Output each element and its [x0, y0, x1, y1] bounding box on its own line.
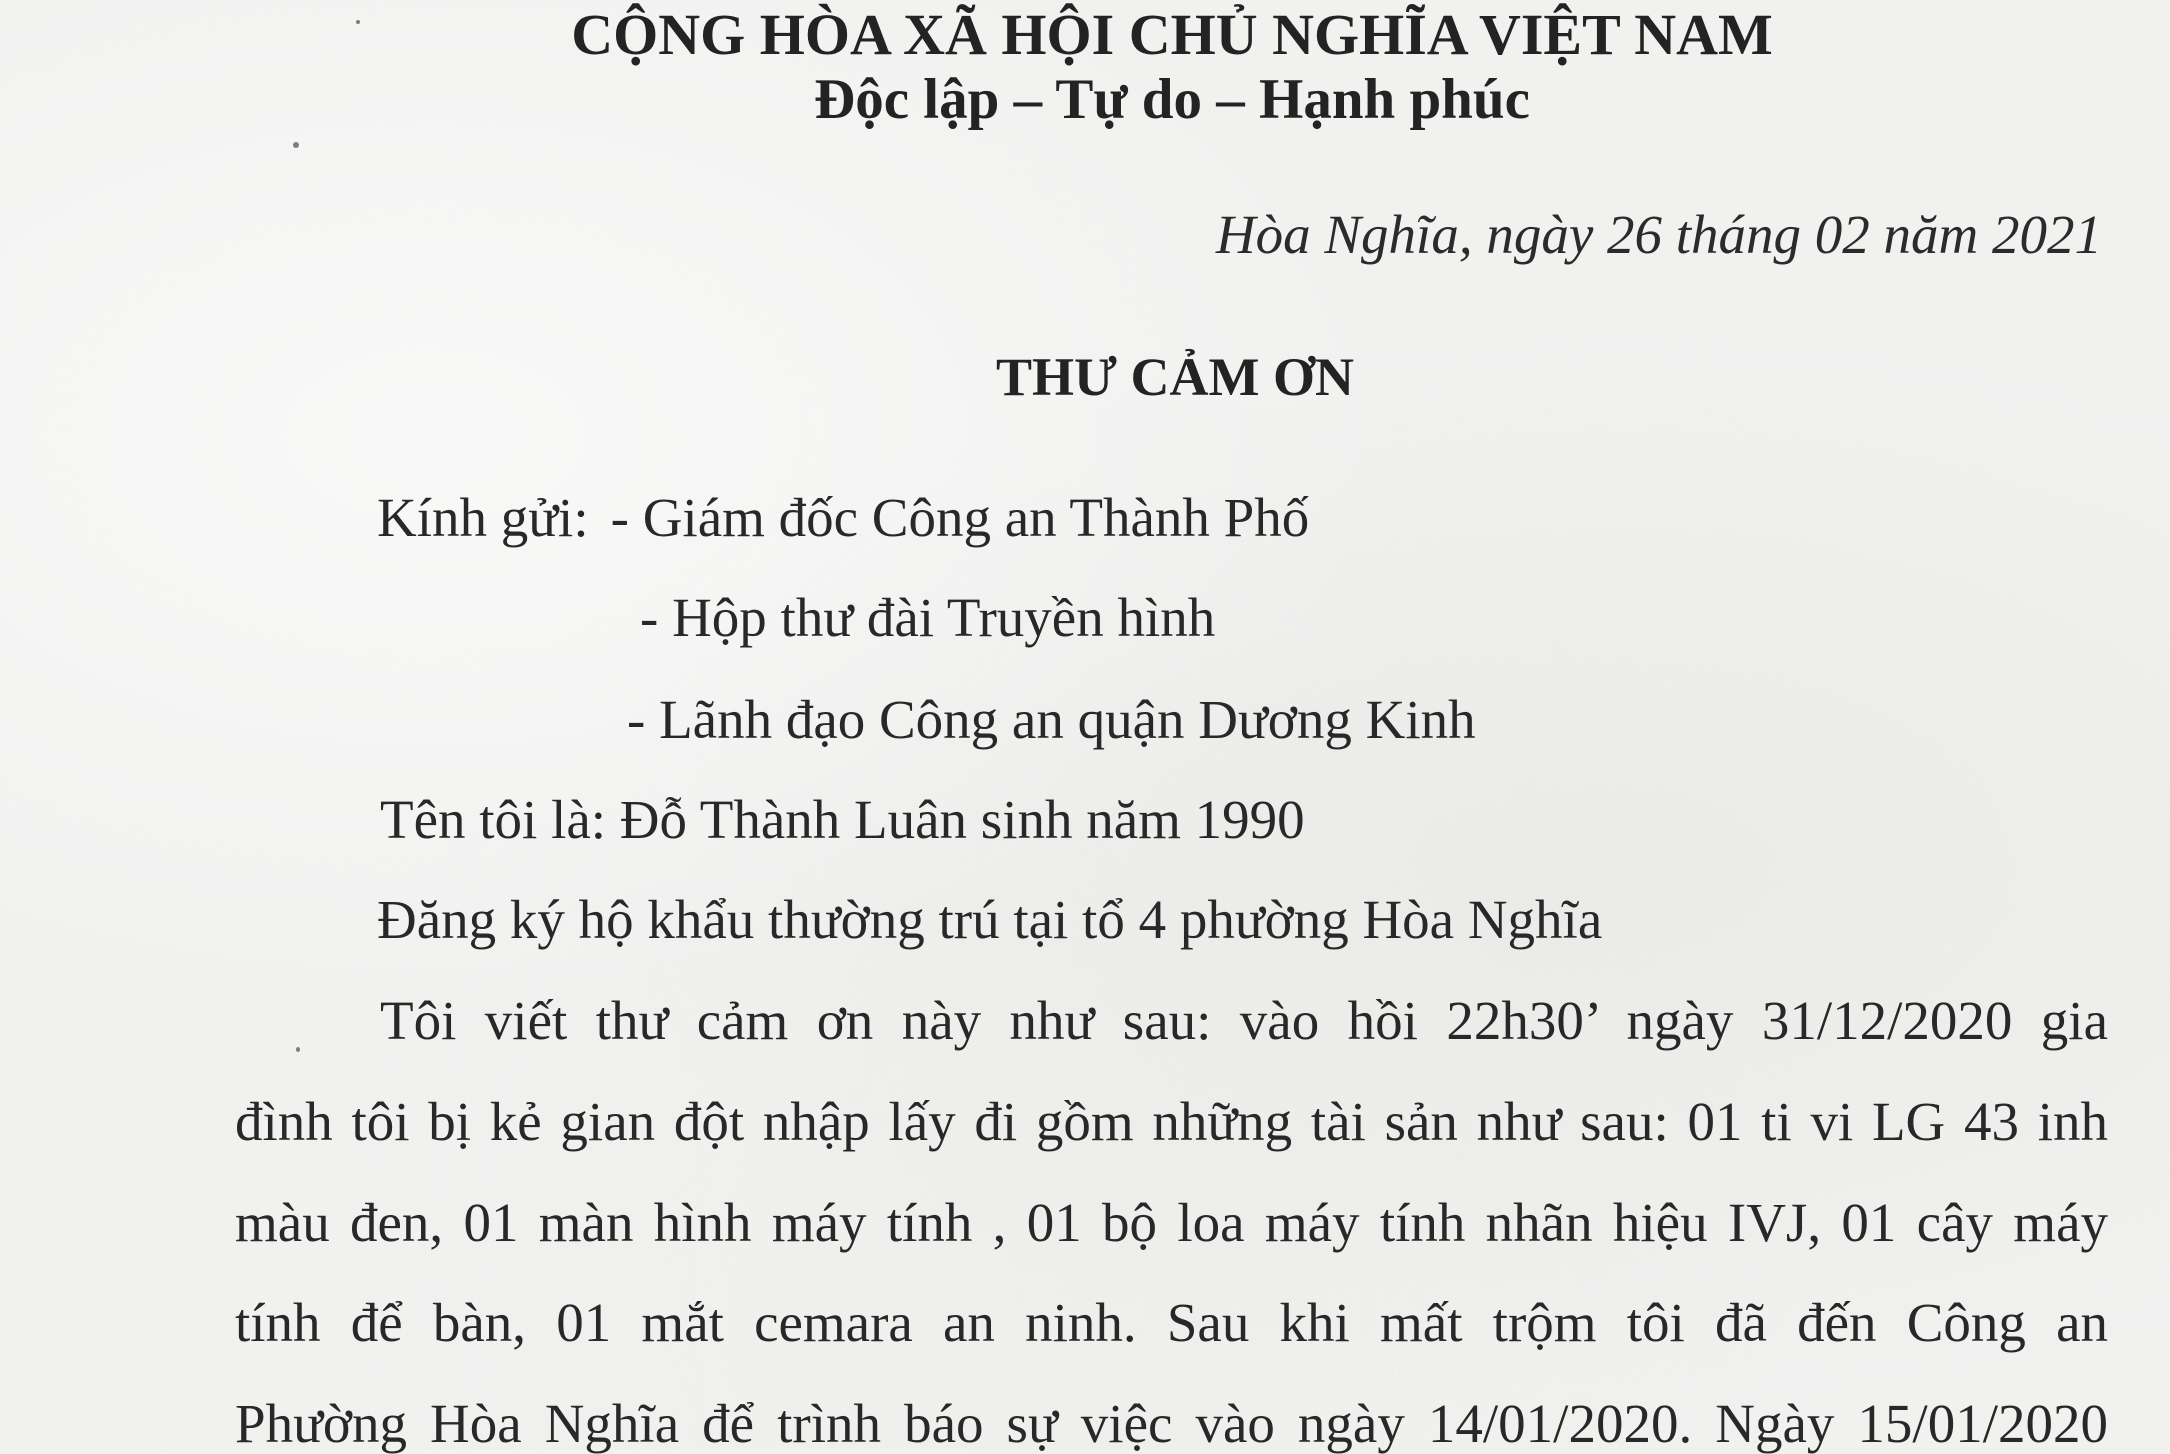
body-paragraph-line: đình tôi bị kẻ gian đột nhập lấy đi gồm những tài sản như sau: 01 ti vi LG 43 inh [235, 1091, 2108, 1152]
scan-speck [296, 1047, 300, 1052]
recipients-label: Kính gửi: [377, 487, 589, 548]
body-paragraph-line: Tôi viết thư cảm ơn này như sau: vào hồi 22h30’ ngày 31/12/2020 gia [380, 990, 2108, 1051]
body-paragraph-line: Phường Hòa Nghĩa để trình báo sự việc vào ngày 14/01/2020. Ngày 15/01/2020 [235, 1393, 2108, 1454]
recipient-item: - Giám đốc Công an Thành Phố [610, 487, 1310, 548]
national-title: CỘNG HÒA XÃ HỘI CHỦ NGHĨA VIỆT NAM [571, 2, 1773, 67]
scan-speck [293, 142, 299, 148]
place-date-line: Hòa Nghĩa, ngày 26 tháng 02 năm 2021 [1215, 204, 2102, 265]
body-paragraph-line: màu đen, 01 màn hình máy tính , 01 bộ loa máy tính nhãn hiệu IVJ, 01 cây máy [235, 1192, 2108, 1253]
sender-name-line: Tên tôi là: Đỗ Thành Luân sinh năm 1990 [380, 789, 1305, 850]
letter-title: THƯ CẢM ƠN [996, 347, 1354, 407]
national-motto: Độc lập – Tự do – Hạnh phúc [814, 68, 1530, 131]
body-paragraph-line: tính để bàn, 01 mắt cemara an ninh. Sau khi mất trộm tôi đã đến Công an [235, 1292, 2108, 1353]
sender-address-line: Đăng ký hộ khẩu thường trú tại tổ 4 phường Hòa Nghĩa [377, 889, 1603, 950]
recipient-item: - Hộp thư đài Truyền hình [640, 587, 1216, 648]
recipient-item: - Lãnh đạo Công an quận Dương Kinh [627, 689, 1476, 750]
recipients-block [377, 487, 1310, 548]
